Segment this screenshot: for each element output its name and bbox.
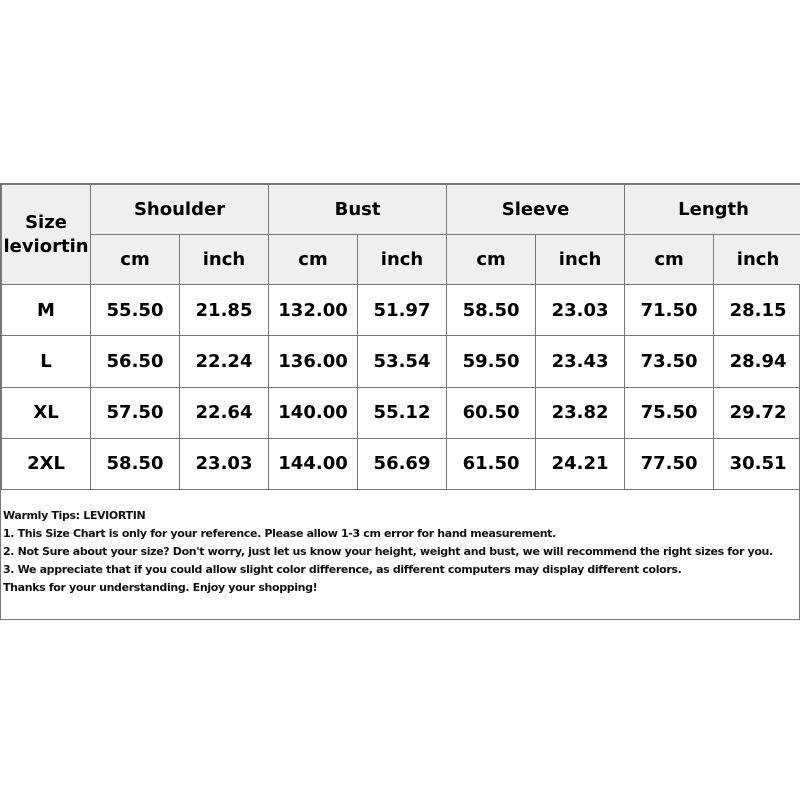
value-cell: 56.69 [358, 438, 447, 489]
value-cell: 71.50 [625, 285, 714, 336]
size-cell: XL [2, 387, 91, 438]
unit-header: cm [447, 235, 536, 285]
group-header-bust: Bust [269, 185, 447, 235]
group-header-sleeve: Sleeve [447, 185, 625, 235]
value-cell: 30.51 [714, 438, 800, 489]
value-cell: 22.64 [180, 387, 269, 438]
value-cell: 23.43 [536, 336, 625, 387]
unit-header: inch [536, 235, 625, 285]
value-cell: 75.50 [625, 387, 714, 438]
value-cell: 77.50 [625, 438, 714, 489]
tips-line: 3. We appreciate that if you could allow slight color difference, as different computers may display different colors. [3, 563, 682, 576]
tips-closing: Thanks for your understanding. Enjoy your shopping! [3, 581, 318, 594]
value-cell: 136.00 [269, 336, 358, 387]
size-cell: 2XL [2, 438, 91, 489]
tips-title: Warmly Tips: LEVIORTIN [3, 509, 146, 522]
value-cell: 22.24 [180, 336, 269, 387]
unit-header: inch [358, 235, 447, 285]
header-row-groups [2, 185, 800, 235]
unit-header: inch [714, 235, 800, 285]
tips-line: 2. Not Sure about your size? Don't worry, just let us know your height, weight and bust, we will recommend the right sizes for you. [3, 545, 773, 558]
group-header-length: Length [625, 185, 800, 235]
value-cell: 24.21 [536, 438, 625, 489]
table-row [2, 438, 800, 489]
table-row [2, 336, 800, 387]
value-cell: 28.94 [714, 336, 800, 387]
size-cell: M [2, 285, 91, 336]
size-table [1, 184, 800, 490]
unit-header: cm [269, 235, 358, 285]
value-cell: 132.00 [269, 285, 358, 336]
unit-header: cm [625, 235, 714, 285]
size-header-line2: leviortin [3, 235, 89, 257]
value-cell: 23.03 [536, 285, 625, 336]
tips-line: 1. This Size Chart is only for your reference. Please allow 1-3 cm error for hand measurement. [3, 527, 556, 540]
value-cell: 56.50 [91, 336, 180, 387]
value-cell: 23.82 [536, 387, 625, 438]
size-header [2, 185, 91, 285]
group-header-shoulder: Shoulder [91, 185, 269, 235]
value-cell: 23.03 [180, 438, 269, 489]
value-cell: 57.50 [91, 387, 180, 438]
value-cell: 21.85 [180, 285, 269, 336]
size-header-line1: Size [25, 211, 67, 233]
tips-section [3, 507, 799, 597]
value-cell: 53.54 [358, 336, 447, 387]
table-row [2, 285, 800, 336]
value-cell: 51.97 [358, 285, 447, 336]
size-chart [0, 183, 800, 620]
value-cell: 144.00 [269, 438, 358, 489]
value-cell: 55.50 [91, 285, 180, 336]
value-cell: 55.12 [358, 387, 447, 438]
value-cell: 140.00 [269, 387, 358, 438]
value-cell: 29.72 [714, 387, 800, 438]
value-cell: 58.50 [447, 285, 536, 336]
header-row-units [2, 235, 800, 285]
size-cell: L [2, 336, 91, 387]
table-row [2, 387, 800, 438]
unit-header: cm [91, 235, 180, 285]
value-cell: 60.50 [447, 387, 536, 438]
value-cell: 59.50 [447, 336, 536, 387]
unit-header: inch [180, 235, 269, 285]
value-cell: 73.50 [625, 336, 714, 387]
value-cell: 58.50 [91, 438, 180, 489]
value-cell: 28.15 [714, 285, 800, 336]
value-cell: 61.50 [447, 438, 536, 489]
